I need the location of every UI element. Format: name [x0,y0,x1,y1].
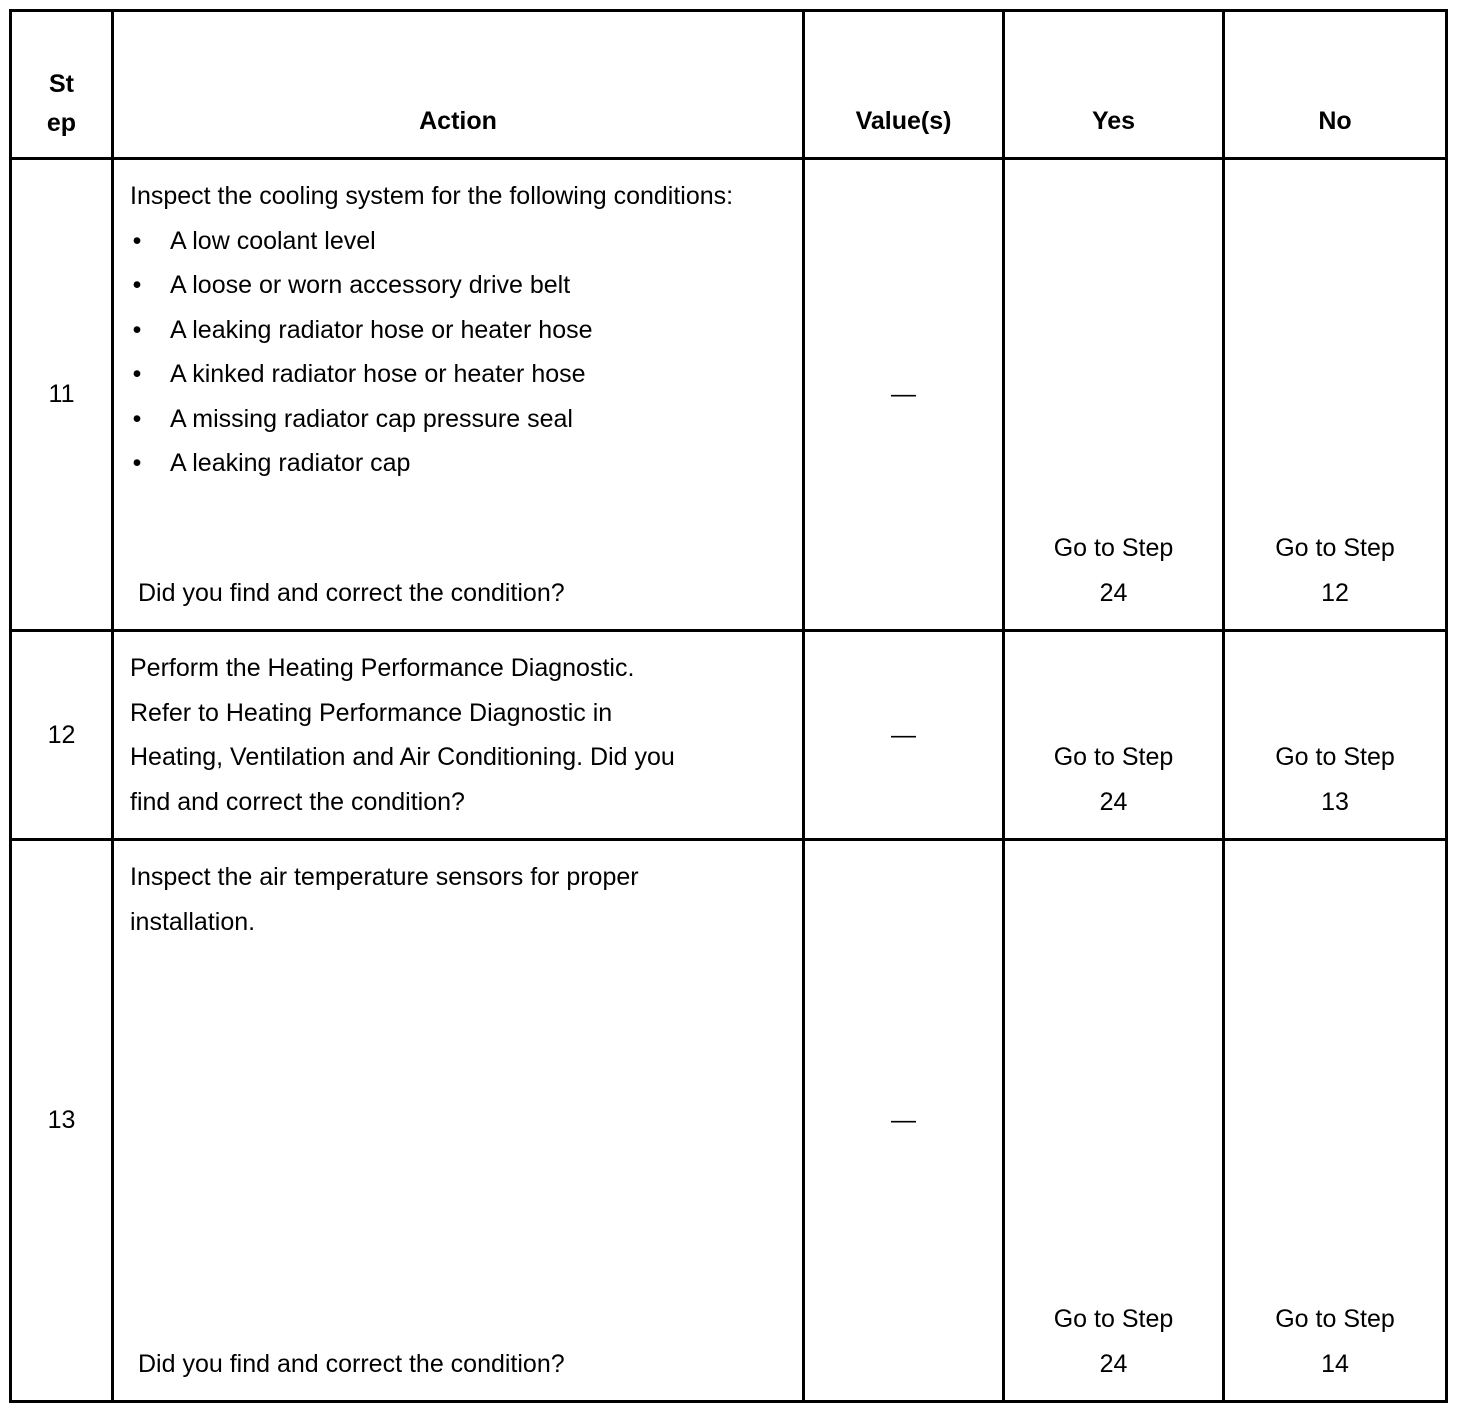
no-target-step: 12 [1321,578,1349,607]
value-cell: — [804,840,1004,1402]
yes-go-to-label: Go to Step [1053,534,1174,562]
header-no: No [1224,11,1447,159]
action-text: Perform the Heating Performance Diagnostic. Refer to Heating Performance Diagnostic in Heating, Ventilation and Air Conditioning. Did you find and correct the condition? [130,654,675,816]
value-cell: — [804,159,1004,631]
list-item: • A kinked radiator hose or heater hose [130,352,786,397]
no-target-step: 14 [1321,1349,1349,1378]
yes-cell [1004,159,1224,631]
action-cell [113,159,804,631]
yes-target-step: 24 [1099,1349,1128,1378]
no-go-to-label: Go to Step [1275,743,1395,771]
yes-target-step: 24 [1099,578,1128,607]
yes-go-to-label: Go to Step [1053,743,1174,771]
table-row-step-13 [11,840,1447,1402]
header-row [11,11,1447,159]
header-values: Value(s) [804,11,1004,159]
list-item: • A missing radiator cap pressure seal [130,397,786,442]
step-number: 12 [11,631,113,840]
list-item: • A leaking radiator cap [130,441,786,486]
value-cell: — [804,631,1004,840]
action-cell [113,631,804,840]
step-number: 11 [11,159,113,631]
list-item: • A leaking radiator hose or heater hose [130,308,786,353]
condition-list [130,219,786,486]
action-question: Did you find and correct the condition? [138,1349,565,1378]
bullet-icon: • [132,360,142,388]
yes-go-to-label: Go to Step [1053,1305,1174,1333]
list-item: • A loose or worn accessory drive belt [130,263,786,308]
diagnostic-table [9,9,1448,1403]
yes-target-step: 24 [1099,787,1128,816]
no-cell [1224,159,1447,631]
no-go-to-label: Go to Step [1275,534,1395,562]
action-cell [113,840,804,1402]
list-item: • A low coolant level [130,219,786,264]
table-row-step-11 [11,159,1447,631]
header-yes: Yes [1004,11,1224,159]
header-action: Action [113,11,804,159]
no-target-step: 13 [1321,787,1349,816]
table-row-step-12 [11,631,1447,840]
action-intro: Inspect the air temperature sensors for proper installation. [130,863,639,936]
bullet-icon: • [132,404,142,433]
bullet-icon: • [132,226,142,255]
bullet-icon: • [132,449,142,477]
step-number: 13 [11,840,113,1402]
action-intro: Inspect the cooling system for the following conditions: [130,182,734,210]
action-question: Did you find and correct the condition? [138,578,565,607]
header-step: St ep [11,11,113,159]
no-cell [1224,840,1447,1402]
bullet-icon: • [132,271,142,299]
no-go-to-label: Go to Step [1275,1305,1395,1333]
no-cell [1224,631,1447,840]
yes-cell [1004,840,1224,1402]
yes-cell [1004,631,1224,840]
bullet-icon: • [132,315,142,344]
